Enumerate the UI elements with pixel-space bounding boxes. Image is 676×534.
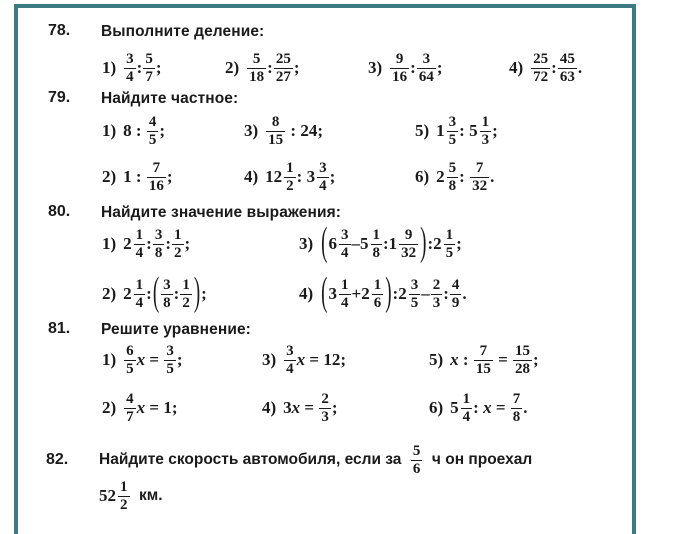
problem-78-item-2: 2) $\frac{5}{18}$ : $\frac{25}{27}$ ;	[225, 50, 300, 85]
problem-79-item-3: 3) $\frac{8}{15}$ : 24;	[244, 113, 323, 148]
problem-80-item-3: 3) ( 6 $\frac{3}{4}$ – 5 $\frac{1}{8}$ : 1 $\frac{9}{32}$ ) : 2 $\frac{1}{5}$ ;	[299, 220, 462, 265]
problem-81-item-6: 6) 5 $\frac{1}{4}$ : x = $\frac{7}{8}$ .	[429, 390, 528, 425]
problem-79-heading: Найдите частное:	[101, 90, 239, 107]
problem-78-item-3: 3) $\frac{9}{16}$ : $\frac{3}{64}$ ;	[368, 50, 443, 85]
problem-82-number: 82.	[46, 451, 69, 468]
problem-82-text-line-2: 52 $\frac{1}{2}$ км.	[99, 478, 163, 513]
problem-81-item-4: 4) 3 x = $\frac{2}{3}$ ;	[262, 390, 338, 425]
problem-79-item-6: 6) 2 $\frac{5}{8}$ : $\frac{7}{32}$ .	[415, 159, 495, 194]
problem-81-heading: Решите уравнение:	[101, 321, 251, 338]
problem-80-item-2: 2) 2 $\frac{1}{4}$ : ( $\frac{3}{8}$ : $\frac{1}{2}$ ) ;	[102, 270, 207, 315]
problem-80-number: 80.	[48, 203, 71, 220]
problem-81-item-5: 5) x : $\frac{7}{15}$ = $\frac{15}{28}$ ;	[429, 342, 539, 377]
problem-81-item-2: 2) $\frac{4}{7}$ x = 1;	[102, 390, 178, 425]
problem-81-item-3: 3) $\frac{3}{4}$ x = 12;	[262, 342, 347, 377]
problem-78-item-4: 4) $\frac{25}{72}$ : $\frac{45}{63}$ .	[509, 50, 583, 85]
problem-82-text-line-1: Найдите скорость автомобиля, если за $\frac{5}{6}$ ч он проехал	[99, 442, 533, 477]
problem-78-number: 78.	[48, 22, 71, 39]
problem-80-item-1: 1) 2 $\frac{1}{4}$ : $\frac{3}{8}$ : $\frac{1}{2}$ ;	[102, 226, 191, 261]
problem-80-heading: Найдите значение выражения:	[101, 204, 342, 221]
problem-80-item-4: 4) ( 3 $\frac{1}{4}$ + 2 $\frac{1}{6}$ ) : 2 $\frac{3}{5}$ – $\frac{2}{3}$ : $\frac{4}{9}$ .	[299, 270, 467, 315]
problem-79-number: 79.	[48, 89, 71, 106]
problem-79-item-5: 5) 1 $\frac{3}{5}$ : 5 $\frac{1}{3}$ ;	[415, 113, 498, 148]
problem-81-number: 81.	[48, 320, 71, 337]
problem-79-item-4: 4) 12 $\frac{1}{2}$ : 3 $\frac{3}{4}$ ;	[244, 159, 336, 194]
problem-81-item-1: 1) $\frac{6}{5}$ x = $\frac{3}{5}$ ;	[102, 342, 183, 377]
problem-79-item-2: 2) 1 : $\frac{7}{16}$ ;	[102, 159, 173, 194]
problem-78-item-1: 1) $\frac{3}{4}$ : $\frac{5}{7}$ ;	[102, 50, 162, 85]
problem-79-item-1: 1) 8 : $\frac{4}{5}$ ;	[102, 113, 166, 148]
problem-78-heading: Выполните деление:	[101, 23, 265, 40]
